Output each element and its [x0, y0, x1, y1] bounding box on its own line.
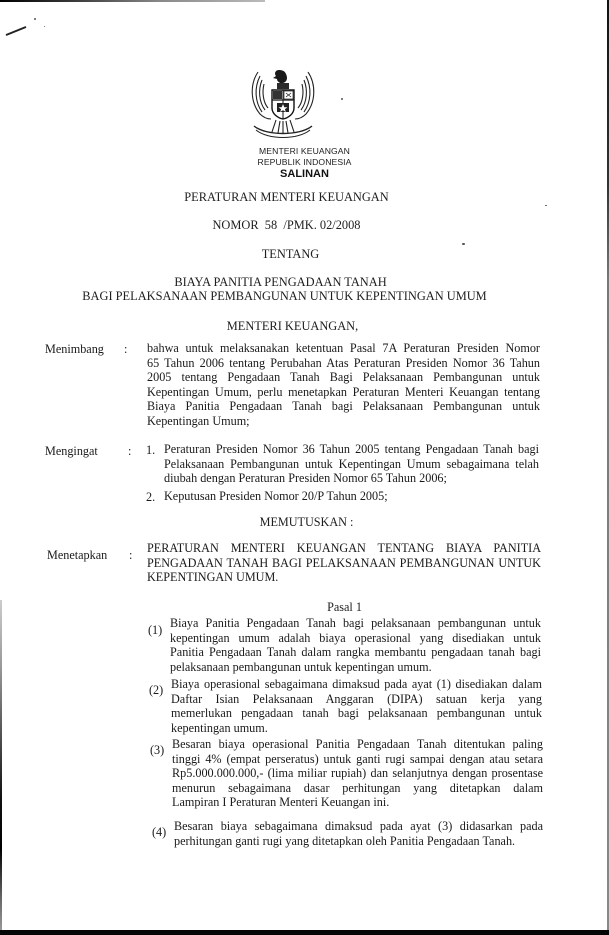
- text-line: Biaya operasional sebagaimana dimaksud pada ayat (1) disediakan dalam: [171, 677, 542, 691]
- text-line: Kepentingan Umum;: [147, 413, 250, 428]
- mengingat-item-1: [164, 442, 539, 486]
- scan-border-left: [0, 600, 2, 931]
- text-line: pelaksanaan pembangunan untuk kepentingan umum.: [170, 659, 432, 674]
- text-line: PENGADAAN TANAH BAGI PELAKSANAAN PEMBANGUNAN UNTUK: [147, 555, 541, 570]
- scan-speck: [545, 205, 547, 206]
- scan-speck: [34, 18, 36, 20]
- text-line: 65 Tahun 2006 tentang Perubahan Atas Peraturan Presiden Nomor 36 Tahun: [147, 355, 540, 370]
- text-line: tinggi 4% (empat perseratus) untuk ganti rugi sampai dengan atau setara: [172, 751, 543, 766]
- title-line-1: BIAYA PANITIA PENGADAAN TANAH: [174, 275, 387, 289]
- text-line: Keputusan Presiden Nomor 20/P Tahun 2005;: [164, 489, 388, 503]
- scan-speck: [44, 26, 45, 27]
- pasal-1-heading: Pasal 1: [327, 600, 362, 614]
- text-line: diubah dengan Peraturan Presiden Nomor 65 Tahun 2006;: [164, 471, 447, 486]
- text-line: Rp5.000.000.000,- (lima miliar rupiah) dan selanjutnya dengan prosentase: [172, 766, 543, 781]
- mengingat-colon: :: [128, 444, 132, 458]
- ayat-3-number: (3): [150, 743, 165, 757]
- menimbang-text: [147, 341, 540, 429]
- scan-scratch-mark: [5, 26, 26, 36]
- letterhead-country: REPUBLIK INDONESIA: [257, 157, 352, 167]
- menimbang-label: Menimbang: [45, 342, 104, 356]
- text-line: bahwa untuk melaksanakan ketentuan Pasal 7A Peraturan Presiden Nomor: [147, 341, 540, 355]
- issuer-heading: MENTERI KEUANGAN,: [226, 319, 359, 333]
- mengingat-item-1-number: 1.: [146, 443, 156, 457]
- text-line: Daftar Isian Pelaksanaan Anggaran (DIPA) satuan kerja yang: [171, 691, 542, 706]
- salinan-stamp: SALINAN: [280, 168, 329, 180]
- text-line: Biaya Panitia Pengadaan Tanah bagi pelaksanaan pembangunan untuk: [170, 616, 541, 630]
- scan-border-bottom: [0, 930, 609, 935]
- menimbang-colon: :: [124, 342, 128, 356]
- text-line: memerlukan pengadaan tanah bagi pelaksanaan pembangunan untuk: [171, 706, 542, 721]
- ayat-4-text: [174, 819, 543, 848]
- text-line: KEPENTINGAN UMUM.: [147, 570, 279, 585]
- mengingat-item-2: [164, 489, 539, 504]
- text-line: menurun sebagaimana dasar perhitungan yang ditetapkan dalam: [172, 780, 543, 795]
- text-line: Besaran biaya operasional Panitia Pengadaan Tanah ditentukan paling: [172, 737, 543, 751]
- mengingat-item-2-number: 2.: [146, 490, 156, 504]
- menetapkan-label: Menetapkan: [47, 548, 108, 562]
- title-line-2: BAGI PELAKSANAAN PEMBANGUNAN UNTUK KEPENTINGAN UMUM: [82, 289, 487, 303]
- ayat-3-text: [172, 737, 543, 810]
- scan-border-top: [0, 0, 265, 2]
- text-line: kepentingan umum adalah biaya operasional yang disediakan untuk: [170, 630, 541, 645]
- garuda-emblem-icon: [246, 64, 320, 140]
- menetapkan-colon: :: [129, 548, 133, 562]
- text-line: Biaya Panitia Pengadaan Tanah bagi Pelaksanaan Pembangunan untuk: [147, 399, 540, 414]
- text-line: Besaran biaya sebagaimana dimaksud pada ayat (3) didasarkan pada: [174, 819, 543, 833]
- ayat-1-text: [170, 616, 541, 674]
- ayat-2-text: [171, 677, 542, 735]
- scan-speck: [341, 98, 343, 100]
- menetapkan-text: [147, 541, 541, 585]
- text-line: PERATURAN MENTERI KEUANGAN TENTANG BIAYA PANITIA: [147, 541, 541, 555]
- text-line: Peraturan Presiden Nomor 36 Tahun 2005 tentang Pengadaan Tanah bagi: [164, 442, 539, 456]
- text-line: 2005 tentang Pengadaan Tanah Bagi Pelaksanaan Pembangunan untuk: [147, 370, 540, 385]
- text-line: Panitia Pengadaan Tanah dalam rangka membantu pengadaan tanah bagi: [170, 645, 541, 660]
- heading-tentang: TENTANG: [261, 247, 320, 261]
- text-line: perhitungan ganti rugi yang ditetapkan oleh Panitia Pengadaan Tanah.: [174, 833, 516, 848]
- mengingat-label: Mengingat: [45, 444, 98, 458]
- regulation-number: NOMOR 58 /PMK. 02/2008: [212, 218, 361, 232]
- ayat-4-number: (4): [152, 825, 167, 839]
- ayat-1-number: (1): [148, 623, 163, 637]
- text-line: Lampiran I Peraturan Menteri Keuangan ini.: [172, 795, 390, 810]
- text-line: Kepentingan Umum, perlu menetapkan Peraturan Menteri Keuangan tentang: [147, 384, 540, 399]
- scan-speck: [462, 243, 465, 245]
- ayat-2-number: (2): [149, 683, 164, 697]
- text-line: Pelaksanaan Pembangunan untuk Kepentingan Umum sebagaimana telah: [164, 456, 539, 471]
- regulation-type: PERATURAN MENTERI KEUANGAN: [184, 190, 389, 204]
- letterhead-ministry: MENTERI KEUANGAN: [259, 146, 350, 156]
- text-line: kepentingan umum.: [171, 720, 268, 735]
- memutuskan-heading: MEMUTUSKAN :: [259, 515, 354, 529]
